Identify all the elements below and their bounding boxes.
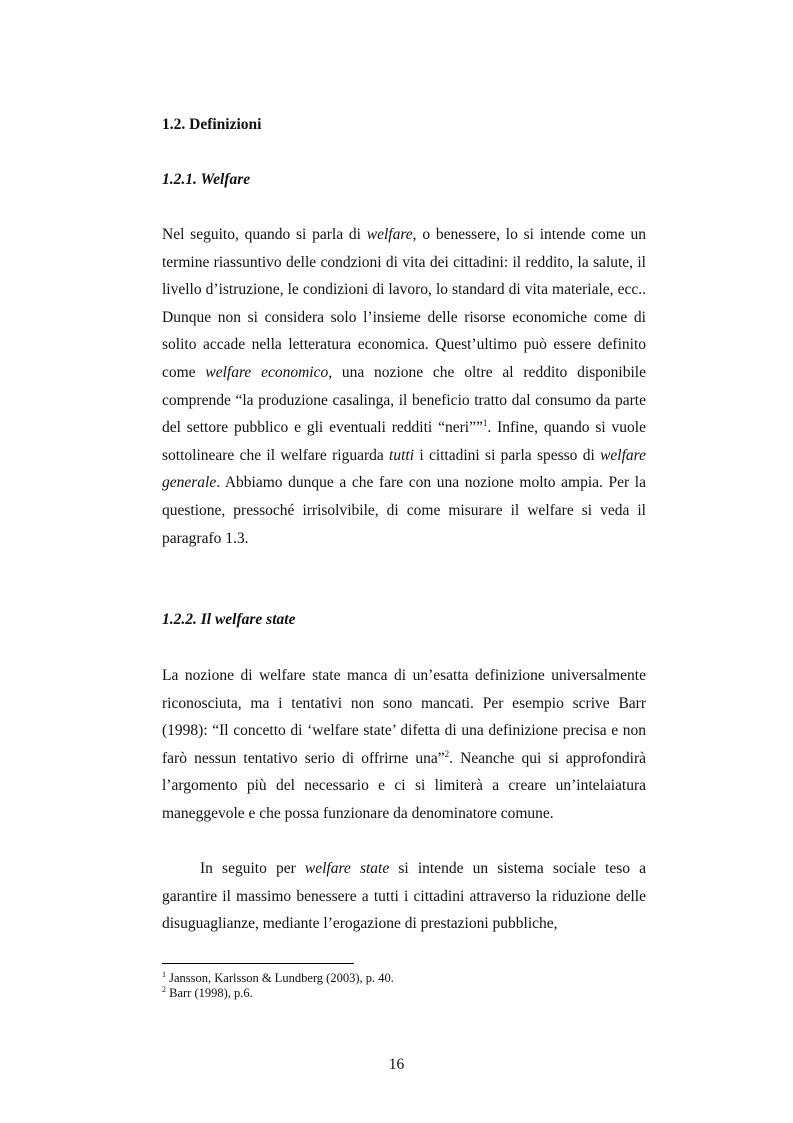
page-number: 16: [388, 1056, 405, 1073]
footnote-ref-2: 2: [444, 748, 450, 759]
footnote-divider: [162, 963, 354, 964]
footnote-ref-1: 1: [482, 418, 488, 428]
paragraph-welfare-state: La nozione di welfare state manca di un’esatta definizione universalmente riconosciuta, ma i tentativi non sono mancati. Per esempio scrive Barr (1998): “Il concetto di ‘welfare state’ difetta di una definizione precisa e non farò nessun tentativo serio di offrirne una”$^2$. Neanche qui si approfondirà l’argomento più del necessario e ci si limiterà a creare un’intelaiatura maneggevole e che possa funzionare da denominatore comune.: [162, 667, 646, 822]
footnote-1: $^1$ Jansson, Karlsson & Lundberg (2003), p. 40.: [162, 969, 394, 985]
footnote-2: $^2$ Barr (1998), p.6.: [162, 984, 253, 1000]
section-heading: 1.2. Definizioni: [162, 116, 262, 133]
subsection-heading-welfare: 1.2.1. Welfare: [162, 171, 251, 188]
paragraph-welfare: Nel seguito, quando si parla di welfare, o benessere, lo si intende come un termine riassuntivo delle condzioni di vita dei cittadini: il reddito, la salute, il livello d’istruzione, le condizioni di lavoro, lo standard di vita materiale, ecc.. Dunque non si considera solo l’insieme delle risorse economiche come di solito accade nella letteratura economica. Quest’ultimo può essere definito come welfare economico, una nozione che oltre al reddito disponibile comprende “la produzione casalinga, il beneficio tratto dal consumo da parte del settore pubblico e gli eventuali redditi “neri””$^1$. Infine, quando si vuole sottolineare che il welfare riguarda tutti i cittadini si parla spesso di welfare generale. Abbiamo dunque a che fare con una nozione molto ampia. Per la questione, pressoché irrisolvibile, di come misurare il welfare si veda il paragrafo 1.3.: [162, 226, 647, 547]
subsection-heading-welfare-state: 1.2.2. Il welfare state: [162, 611, 296, 628]
paragraph-definition: In seguito per welfare state si intende un sistema sociale teso a garantire il massimo benessere a tutti i cittadini attraverso la riduzione delle disuguaglianze, mediante l’erogazione di prestazioni pubbliche,: [162, 860, 646, 933]
